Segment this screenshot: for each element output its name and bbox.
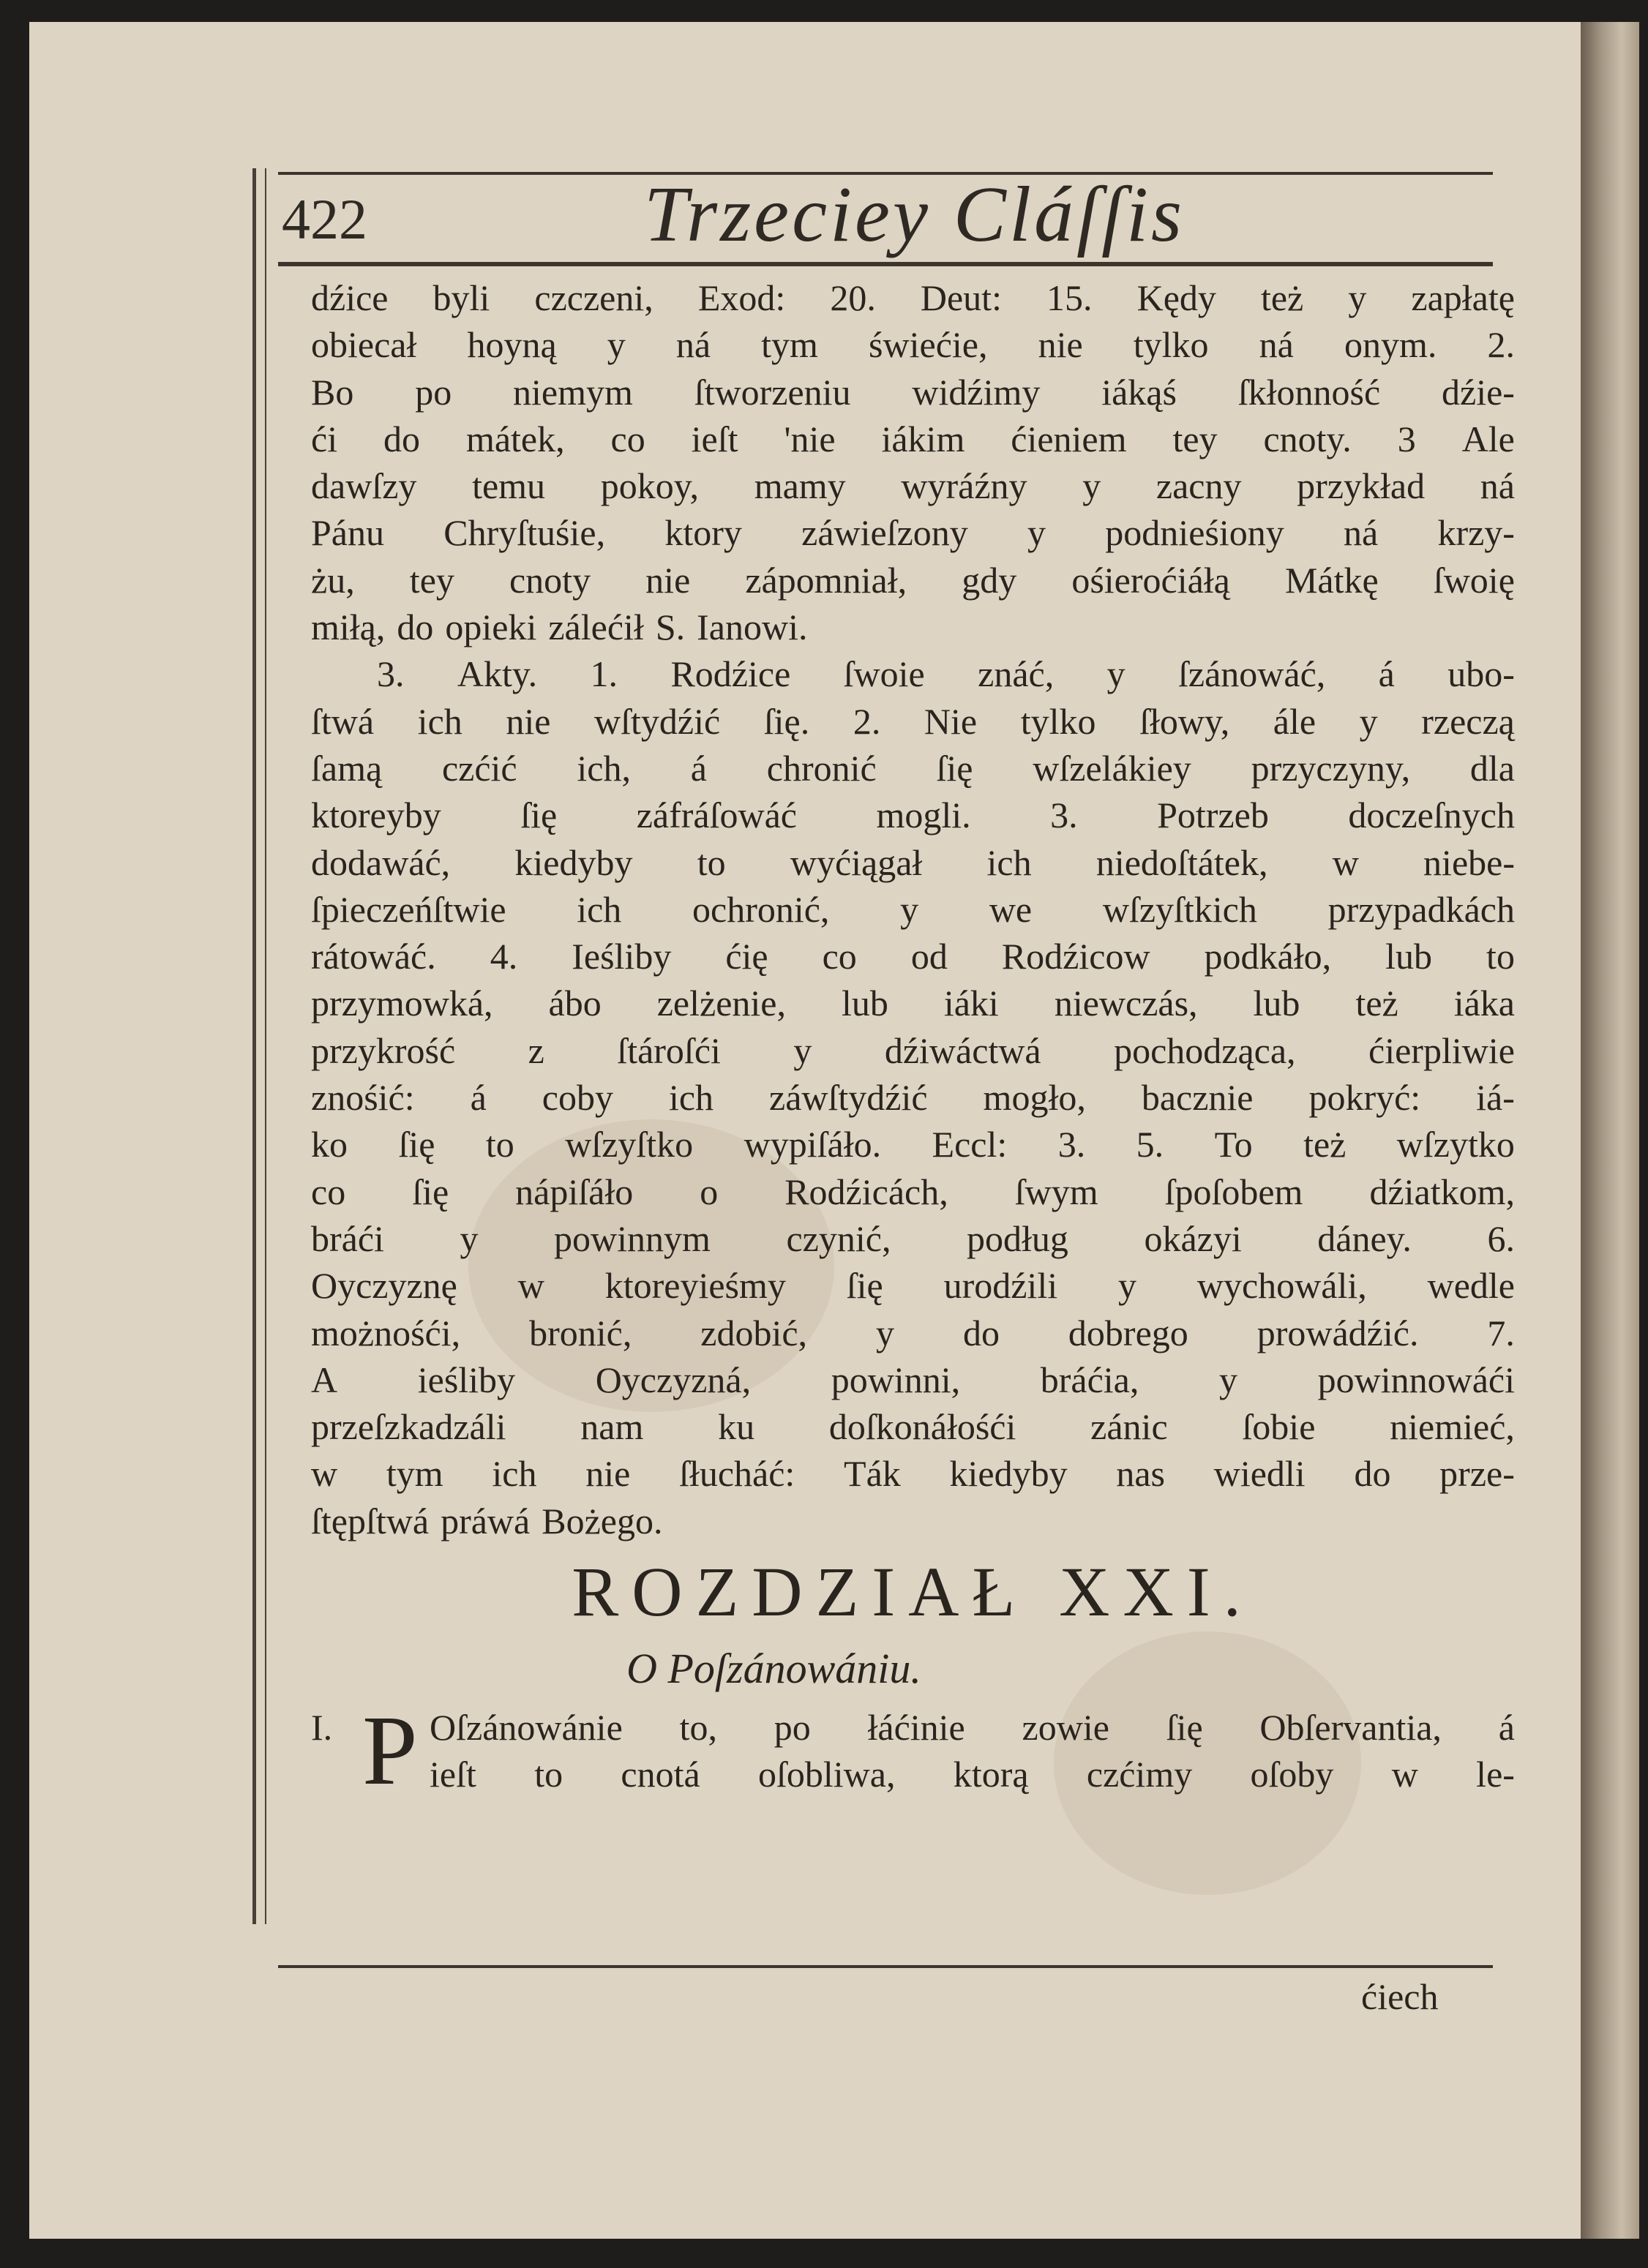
word: Deut: (920, 277, 1002, 318)
word: dźice (311, 277, 389, 318)
word: krzy- (1437, 512, 1515, 554)
word: wychowáli, (1196, 1265, 1367, 1307)
word: Ale (1461, 418, 1515, 459)
word: powinnym (554, 1217, 711, 1259)
word: tym (761, 324, 818, 366)
word: 3. (1050, 795, 1078, 836)
word: pokoy, (600, 465, 700, 507)
word: powinni, (831, 1359, 961, 1400)
text-line (311, 839, 1515, 886)
word: dobrego (1068, 1312, 1188, 1353)
word: ſię (412, 1171, 449, 1212)
word: przyczyny, (1251, 747, 1411, 789)
word: ku (718, 1406, 755, 1448)
word: á (1378, 653, 1395, 695)
word: zánic (1090, 1406, 1168, 1448)
word: ſzánowáć, (1178, 653, 1326, 695)
word: ſię (936, 747, 973, 789)
word: Kędy (1136, 277, 1216, 318)
word: Oyczyzná, (595, 1359, 752, 1400)
word: we (989, 888, 1033, 930)
word: tey (1172, 418, 1218, 459)
word: Ták (844, 1453, 901, 1495)
paragraph-number: I. (311, 1707, 333, 1749)
word: ieśliby (417, 1359, 516, 1400)
word: miłą, (311, 607, 386, 648)
word: wſtydźić (594, 700, 721, 742)
word: chronić (766, 747, 877, 789)
word: dźiatkom, (1369, 1171, 1515, 1212)
word: ich, (577, 747, 631, 789)
word: tey (409, 559, 454, 601)
word: ich (492, 1453, 537, 1495)
word: ſię (520, 795, 558, 836)
word: y (460, 1217, 479, 1259)
word: ich (417, 700, 462, 742)
text-line (430, 1751, 1515, 1798)
word: przeſzkadzáli (311, 1406, 506, 1448)
word: y (1117, 1265, 1136, 1307)
word: lub (1253, 983, 1300, 1024)
word: 5. (1136, 1124, 1164, 1165)
word: oſoby (1250, 1754, 1334, 1795)
word: S. (655, 607, 686, 648)
facing-page-edge (1581, 22, 1639, 2239)
word: 2. (853, 700, 881, 742)
word: Rodźice (670, 653, 791, 695)
text-line (311, 1027, 1515, 1074)
word: po (415, 371, 452, 413)
word: mátek, (465, 418, 565, 459)
word: A (311, 1359, 338, 1400)
word: wyráźny (901, 465, 1027, 507)
word: ſłowy, (1139, 700, 1230, 742)
word: zapłatę (1411, 277, 1515, 318)
word: tylko (1133, 324, 1209, 366)
word: nie (645, 559, 691, 601)
word: doczeſnych (1348, 795, 1515, 836)
word: czćimy (1086, 1754, 1193, 1795)
word: Obſervantia, (1259, 1707, 1442, 1749)
word: ná (1480, 465, 1515, 507)
word: ſię (846, 1265, 883, 1307)
word: wſzytko (1396, 1124, 1515, 1165)
word: y (1082, 465, 1101, 507)
word: ośierоćiáłą (1071, 559, 1230, 601)
word: 15. (1046, 277, 1093, 318)
word: zálećił (548, 607, 644, 648)
word: co (311, 1171, 346, 1212)
word: to, (679, 1707, 717, 1749)
word: doſkonáłośći (828, 1406, 1016, 1448)
word: 3. (1057, 1124, 1086, 1165)
word: ſwoie (843, 653, 925, 695)
left-margin-rule-inner (265, 168, 266, 1924)
text-line (311, 604, 1515, 650)
word: To (1214, 1124, 1253, 1165)
word: ćieniem (1011, 418, 1127, 459)
word: niebe- (1423, 841, 1515, 883)
text-line (311, 462, 1515, 509)
word: w (311, 1453, 338, 1495)
word: y (1106, 653, 1125, 695)
word: wſzyſtkich (1102, 888, 1257, 930)
text-line (311, 745, 1515, 792)
word: hoyną (467, 324, 557, 366)
running-head: Trzeciey Cláſſis (644, 171, 1185, 258)
word: ſłucháć: (679, 1453, 795, 1495)
word: Ieśliby (572, 936, 672, 977)
text-line (311, 274, 1515, 321)
word: możnośći, (311, 1312, 461, 1353)
word: dźiwáctwá (884, 1029, 1041, 1071)
word: czczeni, (534, 277, 653, 318)
word: bacznie (1141, 1077, 1254, 1119)
word: podług (967, 1217, 1068, 1259)
word: prze- (1439, 1453, 1515, 1495)
word: Akty. (457, 653, 538, 695)
word: ná (1343, 512, 1379, 554)
word: Nie (924, 700, 978, 742)
word: to (534, 1754, 563, 1795)
word: ko (311, 1124, 348, 1165)
word: od (910, 936, 948, 977)
text-line (311, 1074, 1515, 1121)
word: świećie, (869, 324, 988, 366)
text-line (311, 1356, 1515, 1403)
word: przykład (1297, 465, 1426, 507)
word: ſwoię (1433, 559, 1515, 601)
word: zelżenie, (656, 983, 786, 1024)
text-line (311, 557, 1515, 604)
word: nas (1116, 1453, 1165, 1495)
word: byli (432, 277, 490, 318)
word: temu (472, 465, 546, 507)
word: rátowáć. (311, 936, 436, 977)
word: 3 (1397, 418, 1416, 459)
word: do (1354, 1453, 1391, 1495)
text-line (311, 1215, 1515, 1262)
word: iáki (943, 983, 999, 1024)
word: niemym (513, 371, 633, 413)
word: iákąś (1101, 371, 1177, 413)
text-line (311, 933, 1515, 980)
text-line (311, 886, 1515, 933)
word: przymowká, (311, 983, 493, 1024)
word: ſwym (1014, 1171, 1098, 1212)
word: ſię (398, 1124, 435, 1165)
word: ná (675, 324, 711, 366)
word: bronić, (529, 1312, 632, 1353)
word: Pánu (311, 512, 384, 554)
word: dawſzy (311, 465, 417, 507)
word: Chryſtuśie, (443, 512, 606, 554)
paragraph-lines (430, 1704, 1515, 1798)
word: niewczás, (1054, 983, 1198, 1024)
word: cnotá (621, 1754, 700, 1795)
word: gdy (962, 559, 1017, 601)
word: ktoreyieśmy (604, 1265, 786, 1307)
word: ieſt (430, 1754, 476, 1795)
word: żu, (311, 559, 355, 601)
word: ći (311, 418, 338, 459)
word: też (1260, 277, 1304, 318)
word: urodźili (943, 1265, 1058, 1307)
word: opieki (445, 607, 537, 648)
word: 'nie (784, 418, 836, 459)
text-line (311, 1403, 1515, 1450)
text-line (311, 1168, 1515, 1215)
word: ktorą (953, 1754, 1029, 1795)
word: znośić: (311, 1077, 415, 1119)
word: ále (1273, 700, 1316, 742)
word: ieſt (691, 418, 738, 459)
word: ábo (548, 983, 602, 1024)
word: obiecał (311, 324, 417, 366)
word: co (822, 936, 857, 977)
chapter-subtitle: O Poſzánowániu. (626, 1645, 921, 1693)
word: kiedyby (514, 841, 633, 883)
word: niemieć, (1390, 1406, 1515, 1448)
word: y (900, 888, 919, 930)
page-number: 422 (282, 187, 367, 251)
word: nam (580, 1406, 644, 1448)
word: 20. (830, 277, 876, 318)
word: Oyczyznę (311, 1265, 457, 1307)
word: práwá (441, 1500, 531, 1542)
text-line (311, 1498, 1515, 1544)
word: dodawáć, (311, 841, 451, 883)
text-line (311, 980, 1515, 1026)
catchword: ćiech (1361, 1976, 1439, 2017)
word: á (690, 747, 707, 789)
word: ſpoſobem (1164, 1171, 1303, 1212)
word: Bo (311, 371, 354, 413)
word: le- (1476, 1754, 1515, 1795)
paragraph-lines (311, 274, 1515, 1544)
word: też (1303, 1124, 1347, 1165)
word: dáney. (1317, 1217, 1412, 1259)
word: bráći (311, 1217, 384, 1259)
text-line (311, 650, 1515, 697)
word: 4. (490, 936, 518, 977)
word: łáćinie (867, 1707, 965, 1749)
word: do (962, 1312, 1000, 1353)
word: wypiſáło. (744, 1124, 882, 1165)
word: ich (577, 888, 622, 930)
word: y (1348, 277, 1367, 318)
word: w (517, 1265, 544, 1307)
word: ćierpliwie (1368, 1029, 1515, 1071)
word: ſpieczeńſtwie (311, 888, 506, 930)
drop-cap: P (362, 1696, 418, 1806)
word: záfráſowáć (636, 795, 797, 836)
word: ktoreyby (311, 795, 441, 836)
word: w (1391, 1754, 1418, 1795)
word: bráćia, (1040, 1359, 1139, 1400)
word: Mátkę (1284, 559, 1379, 601)
text-line (311, 698, 1515, 745)
word: rzeczą (1421, 700, 1515, 742)
bottom-rule (278, 1965, 1493, 1968)
word: onym. (1344, 324, 1437, 366)
text-line (311, 416, 1515, 462)
word: ćię (725, 936, 768, 977)
text-line (311, 509, 1515, 556)
word: ochronić, (692, 888, 830, 930)
word: y (1218, 1359, 1237, 1400)
word: czćić (441, 747, 517, 789)
word: Bożego. (542, 1500, 663, 1542)
word: ſkłonność (1237, 371, 1381, 413)
text-line (311, 1121, 1515, 1168)
word: ſtwá (311, 700, 375, 742)
word: zacny (1156, 465, 1242, 507)
word: w (1332, 841, 1359, 883)
word: 2. (1487, 324, 1515, 366)
word: kiedyby (949, 1453, 1068, 1495)
word: do (383, 418, 421, 459)
word: ſtároſći (617, 1029, 721, 1071)
word: ſobie (1242, 1406, 1316, 1448)
body-text (311, 274, 1515, 1806)
word: przykrość (311, 1029, 456, 1071)
word: zdobić, (700, 1312, 808, 1353)
word: też (1355, 983, 1398, 1024)
word: y (793, 1029, 812, 1071)
word: y (876, 1312, 895, 1353)
word: zowie (1022, 1707, 1109, 1749)
word: á (1498, 1707, 1515, 1749)
word: Exod: (697, 277, 786, 318)
word: záwſtydźić (769, 1077, 928, 1119)
word: ich (668, 1077, 714, 1119)
word: przypadkách (1327, 888, 1515, 930)
word: ſtworzeniu (694, 371, 851, 413)
word: tym (386, 1453, 443, 1495)
word: czynić, (786, 1217, 891, 1259)
word: y (1027, 512, 1046, 554)
word: wſzyſtko (565, 1124, 694, 1165)
word: pokryć: (1308, 1077, 1421, 1119)
word: coby (542, 1077, 613, 1119)
left-margin-rule (252, 168, 256, 1924)
word: do (397, 607, 434, 648)
word: wyćiągał (790, 841, 923, 883)
word: ſtępſtwá (311, 1500, 430, 1542)
chapter-first-paragraph (311, 1696, 1515, 1806)
word: záwieſzony (801, 512, 968, 554)
word: mamy (754, 465, 846, 507)
word: cnoty. (1263, 418, 1352, 459)
word: wedle (1427, 1265, 1515, 1307)
word: iá- (1476, 1077, 1515, 1119)
word: co (610, 418, 645, 459)
word: ſię (1166, 1707, 1203, 1749)
word: wſzelákiey (1033, 747, 1191, 789)
word: okázyi (1144, 1217, 1242, 1259)
word: o (700, 1171, 719, 1212)
word: nie (506, 700, 551, 742)
chapter-title: ROZDZIAŁ XXI. (572, 1552, 1254, 1631)
word: lub (841, 983, 888, 1024)
word: Ianowi. (697, 607, 808, 648)
word: niedoſtátek, (1095, 841, 1268, 883)
word: 1. (590, 653, 618, 695)
text-line (311, 792, 1515, 838)
word: oſobliwa, (758, 1754, 896, 1795)
word: tylko (1020, 700, 1096, 742)
word: widźimy (912, 371, 1041, 413)
text-line (311, 369, 1515, 416)
word: Potrzeb (1157, 795, 1269, 836)
word: y (1359, 700, 1378, 742)
word: ubo- (1447, 653, 1515, 695)
word: y (607, 324, 626, 366)
word: z (528, 1029, 544, 1071)
word: ná (1259, 324, 1294, 366)
word: 3. (377, 653, 405, 695)
word: po (774, 1707, 811, 1749)
word: to (1486, 936, 1515, 977)
text-line (311, 1450, 1515, 1497)
word: mogło, (983, 1077, 1086, 1119)
text-line (430, 1704, 1515, 1751)
word: zápomniał, (745, 559, 907, 601)
word: znáć, (978, 653, 1055, 695)
word: mogli. (876, 795, 971, 836)
header-rule-bottom (278, 262, 1493, 266)
word: dla (1469, 747, 1515, 789)
word: ktory (664, 512, 742, 554)
word: ich (986, 841, 1032, 883)
word: Oſzánowánie (430, 1707, 623, 1749)
word: podkáło, (1204, 936, 1332, 977)
word: nie (585, 1453, 631, 1495)
word: 6. (1487, 1217, 1515, 1259)
word: ſię. (763, 700, 810, 742)
word: to (697, 841, 726, 883)
word: podnieśiony (1105, 512, 1284, 554)
text-line (311, 1262, 1515, 1309)
word: dźie- (1442, 371, 1515, 413)
word: nie (1038, 324, 1083, 366)
word: cnoty (509, 559, 591, 601)
word: iákim (881, 418, 965, 459)
word: prowádźić. (1256, 1312, 1419, 1353)
word: Rodźicow (1001, 936, 1150, 977)
word: ſamą (311, 747, 383, 789)
word: Eccl: (932, 1124, 1008, 1165)
word: wiedli (1213, 1453, 1306, 1495)
word: lub (1385, 936, 1433, 977)
word: powinnowáći (1317, 1359, 1515, 1400)
word: Rodźicách, (784, 1171, 948, 1212)
word: 7. (1487, 1312, 1515, 1353)
text-line (311, 1310, 1515, 1356)
text-line (311, 321, 1515, 368)
word: to (485, 1124, 514, 1165)
word: á (470, 1077, 487, 1119)
word: iáka (1453, 983, 1515, 1024)
word: pochodząca, (1114, 1029, 1296, 1071)
word: nápiſáło (515, 1171, 634, 1212)
